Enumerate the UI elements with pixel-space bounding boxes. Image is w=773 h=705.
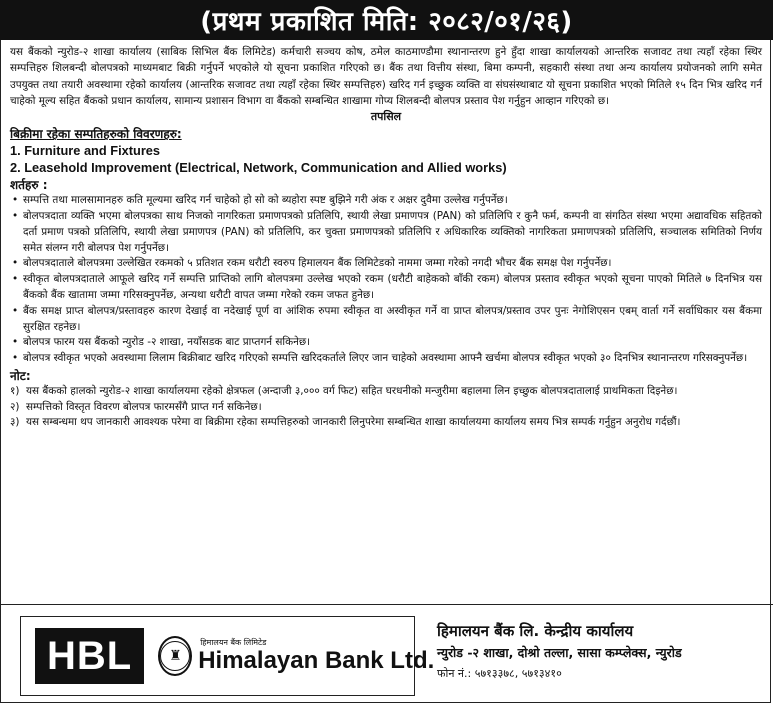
- bullet-icon: •: [12, 352, 19, 365]
- brand-wordmark: [198, 638, 434, 674]
- bullet-icon: •: [12, 209, 19, 222]
- assets-heading: बिक्रीमा रहेका सम्पतिहरुको विवरणहरु:: [10, 127, 182, 142]
- term-item: • बोलपत्र स्वीकृत भएको अवस्थामा लिलाम बिक्रीबाट खरिद गरिएको सम्पत्ति खरिदकर्ताले लिएर जान चाहेको अवस्थामा आफ्नै खर्चमा बोलपत्र स्वीकृत भएको ३० दिनभित्र स्थानान्तरण गरिसक्नुपर्नेछ।: [10, 351, 762, 367]
- bullet-icon: •: [12, 273, 19, 286]
- term-item: • बोलपत्र फारम यस बैंकको न्युरोड -२ शाखा, नयाँसडक बाट प्राप्तगर्न सकिनेछ।: [10, 335, 762, 351]
- hbl-logo-mark: HBL: [35, 628, 144, 684]
- bank-logo: [20, 616, 435, 696]
- asset-item: 2. Leasehold Improvement (Electrical, Network, Communication and Allied works): [10, 160, 507, 176]
- bullet-icon: •: [12, 304, 19, 317]
- notice-header: [0, 0, 773, 40]
- note-item: ३) यस सम्बन्धमा थप जानकारी आवश्यक परेमा वा बिक्रीमा रहेका सम्पत्तिहरुको जानकारी लिनुपरेमा सम्बन्धित शाखा कार्यालयमा कार्यालय समय भित्र सम्पर्क गर्नुहुन अनुरोध गर्दछौं।: [10, 415, 762, 431]
- address-line: न्युरोड -२ शाखा, दोश्रो तल्ला, सासा कम्प्लेक्स, न्युरोड: [437, 645, 682, 660]
- bullet-icon: •: [12, 194, 19, 207]
- asset-item: 1. Furniture and Fixtures: [10, 143, 161, 159]
- notes-list: [10, 384, 762, 431]
- term-item: • सम्पत्ति तथा मालसामानहरु कति मूल्यमा खरिद गर्न चाहेको हो सो को ब्यहोरा स्पष्ट बुझिने गरी अंक र अक्षर दुवैमा उल्लेख गर्नुपर्नेछ।: [10, 193, 762, 209]
- note-item: १) यस बैंकको हालको न्युरोड-२ शाखा कार्यालयमा रहेको क्षेत्रफल (अन्दाजी ३,००० वर्ग फिट) सहित घरधनीको मन्जुरीमा बहालमा लिन इच्छुक बोलपत्रदातालाई प्राथमिकता दिइनेछ।: [10, 384, 762, 400]
- details-heading: तपसिल: [370, 110, 402, 124]
- note-number: २): [10, 400, 20, 413]
- phone-numbers: फोन नं.: ५७१३३७८, ५७१३४१०: [437, 667, 562, 680]
- address-block: [437, 620, 767, 684]
- address-title: हिमालयन बैंक लि. केन्द्रीय कार्यालय: [437, 622, 634, 640]
- intro-paragraph: यस बैंकको न्युरोड-२ शाखा कार्यालय (साबिक सिभिल बैंक लिमिटेड) कर्मचारी सञ्चय कोष, ठमेल काठमाण्डौमा स्थानान्तरण हुने हुँदा शाखा कार्यालयको आन्तरिक सजावट तथा त्यहाँ रहेका स्थिर सम्पत्तिहरु शिलबन्दी बोलपत्रको माध्यमबाट बिक्री गर्नुपर्ने भएकोले यो सूचना प्रकाशित गरिएको छ। बैंक तथा वित्तीय संस्था, बिमा कम्पनी, सहकारी संस्था तथा अन्य कार्यालय प्रयोजनको लागि समेत उपयुक्त तथा तयारी अवस्थामा रहेको कार्यालय (आन्तरिक सजावट तथा त्यहाँ रहेका स्थिर सम्पत्तिहरु) खरिद गर्न इच्छुक व्यक्ति वा संघसंस्थाबाट यो सूचना प्रकाशित भएको मितिले १५ दिन भित्र खरिद गर्न चाहेको मूल्य सहित बैंकको प्रधान कार्यालय, सामान्य प्रशासन विभाग वा बैंकको सम्बन्धित शाखामा गोप्य शिलबन्दी बोलपत्र प्रस्ताव पेश गर्नुहुन आव्हान गरिएको छ।: [10, 46, 762, 107]
- notice-body: [10, 44, 762, 431]
- term-item: • बैंक समक्ष प्राप्त बोलपत्र/प्रस्तावहरु कारण देखाई वा नदेखाई पूर्ण वा आंशिक रुपमा स्वीकृत वा अस्वीकृत गर्ने वा प्राप्त बोलपत्र/प्रस्ताव उपर पुनः नेगोशिएसन एबम् वार्ता गर्ने सर्वाधिकार यस बैंकमा सुरक्षित रहनेछ।: [12, 304, 762, 333]
- bullet-icon: •: [12, 336, 19, 349]
- footer-divider: [0, 604, 773, 605]
- brand-name: Himalayan Bank Ltd.: [198, 647, 435, 674]
- term-item: • स्वीकृत बोलपत्रदाताले आफूले खरिद गर्ने सम्पत्ति प्राप्तिको लागि बोलपत्रमा उल्लेख भएको रकम (धरौटी बाहेकको बाँकी रकम) बोलपत्र प्रस्ताव स्वीकृत भएको सूचना पाएको मितिले ७ दिनभित्र यस बैंकको बैंक खातामा जम्मा गरिसक्नुपर्नेछ, अन्यथा धरौटी वापत जम्मा गरेको रकम जफत हुनेछ।: [12, 273, 762, 301]
- note-number: ३): [10, 416, 20, 429]
- bullet-icon: •: [12, 257, 19, 270]
- publish-date-title: (प्रथम प्रकाशित मिति: २०८२/०१/२६): [200, 7, 573, 37]
- brand-nepali-name: हिमालयन बैंक लिमिटेड: [200, 638, 267, 647]
- terms-list: [10, 193, 762, 367]
- term-item: • बोलपत्रदाता व्यक्ति भएमा बोलपत्रका साथ निजको नागरिकता प्रमाणपत्रको प्रतिलिपि, स्थायी लेखा प्रमाणपत्र (PAN) को प्रतिलिपि र कुनै फर्म, कम्पनी वा संगठित संस्था भएमा अद्यावधिक सहितको दर्ता प्रमाण पत्रको प्रतिलिपि, स्थायी लेखा प्रमाणपत्र (PAN) को प्रतिलिपि, कर चुक्ता प्रमाणपत्रको प्रतिलिपि र अधिकारिक व्यक्तिको नागरिकता प्रमाणपत्रको प्रतिलिपि, सञ्चालक समितिको निर्णय समेत संलग्न गरी बोलपत्र पेश गर्नुपर्नेछ।: [12, 209, 762, 254]
- note-item: २) सम्पत्तिको विस्तृत विवरण बोलपत्र फारमसँगै प्राप्त गर्न सकिनेछ।: [10, 400, 762, 416]
- term-item: • बोलपत्रदाताले बोलपत्रमा उल्लेखित रकमको ५ प्रतिशत रकम धरौटी स्वरुप हिमालयन बैंक लिमिटेडको नाममा जम्मा गरेको नगदी भौचर बैंक समक्ष पेश गर्नुपर्नेछ।: [10, 256, 762, 272]
- notes-heading: नोट:: [10, 368, 31, 383]
- note-number: १): [10, 384, 20, 397]
- terms-heading: शर्तहरु :: [10, 178, 48, 193]
- bank-emblem-icon: ♜: [158, 636, 192, 676]
